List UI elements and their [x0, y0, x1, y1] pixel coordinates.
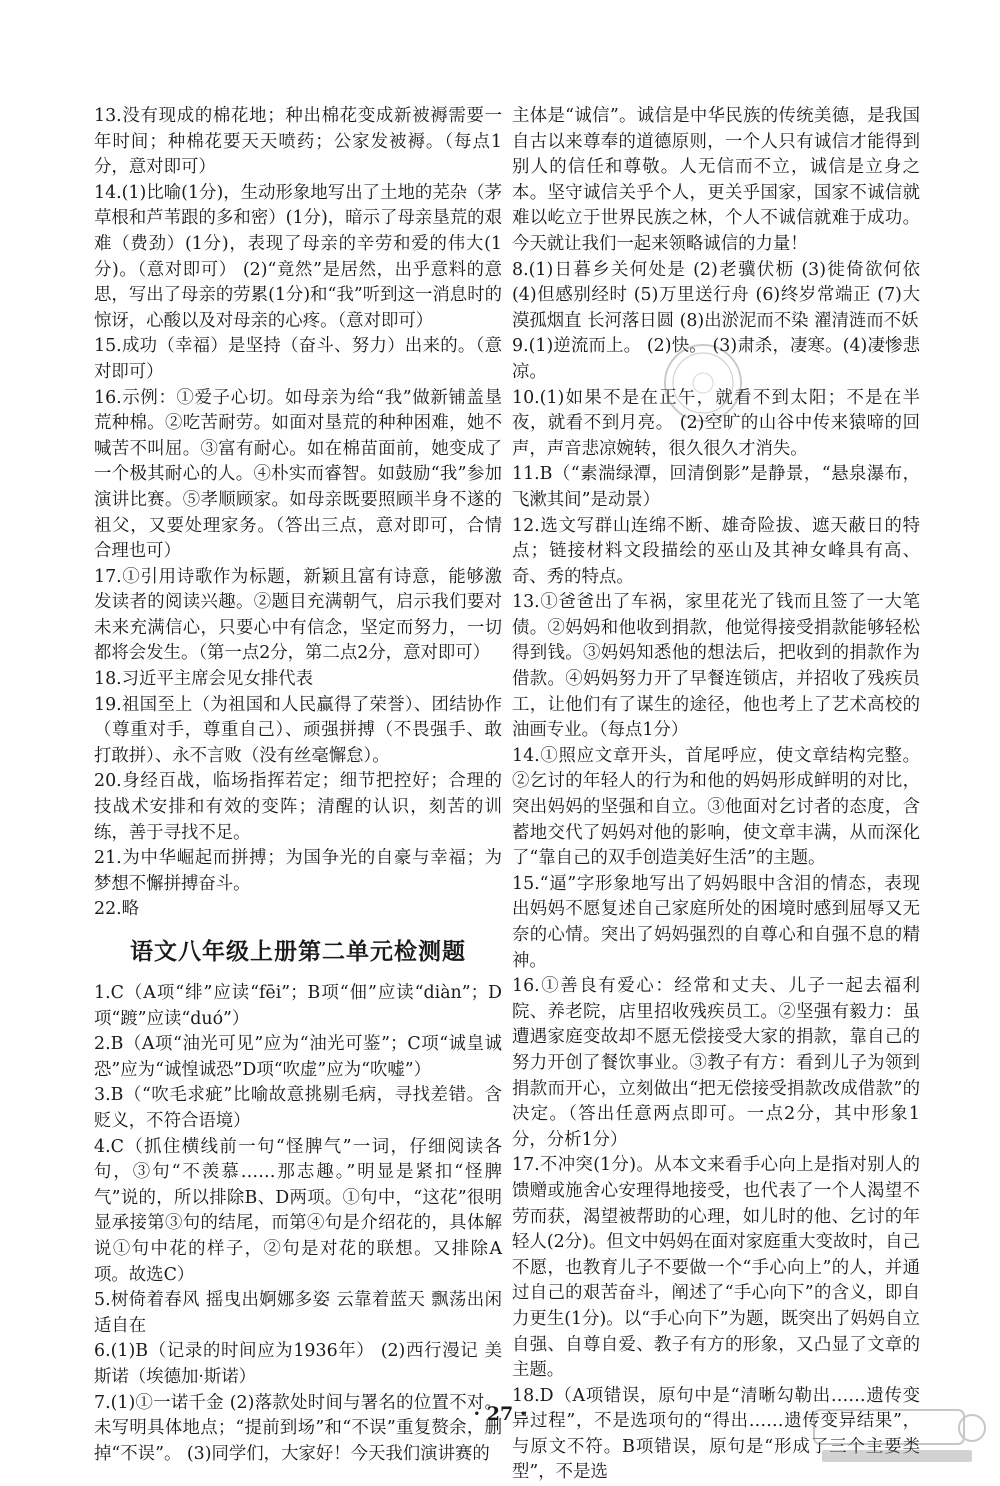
- answer-paragraph: 8.(1)日暮乡关何处是 (2)老骥伏枥 (3)徙倚欲何依 (4)但感别经时 (5)万里送行舟 (6)终岁常端正 (7)大漠孤烟直 长河落日圆 (8)出淤泥而不染 濯清涟而不妖: [512, 259, 920, 331]
- answer-paragraph: 22.略: [94, 899, 140, 920]
- answer-paragraph: 9.(1)逆流而上。 (2)快。 (3)肃杀，凄寒。(4)凄惨悲凉。: [512, 336, 920, 382]
- answer-paragraph: 1.C（A项“绯”应读“fēi”；B项“佃”应读“diàn”；D项“踱”应读“duó”）: [94, 983, 502, 1029]
- answer-paragraph: 主体是“诚信”。诚信是中华民族的传统美德，是我国自古以来尊奉的道德原则，一个人只有诚信才能得到别人的信任和尊敬。人无信而不立，诚信是立身之本。坚守诚信关乎个人，更关乎国家，国家不诚信就难以屹立于世界民族之林，个人不诚信就难于成功。今天就让我们一起来领略诚信的力量！: [512, 106, 920, 254]
- answer-paragraph: 7.(1)①一诺千金 (2)落款处时间与署名的位置不对。未写明具体地点；“提前到场”和“不误”重复赘余，删掉“不误”。 (3)同学们，大家好！今天我们演讲赛的: [94, 1392, 502, 1464]
- left-column: [94, 104, 502, 1467]
- answer-paragraph: 6.(1)B（记录的时间应为1936年） (2)西行漫记 美斯诺（埃德加·斯诺）: [94, 1341, 502, 1387]
- section-title: 语文八年级上册第二单元检测题: [130, 939, 466, 965]
- answer-paragraph: 15.“逼”字形象地写出了妈妈眼中含泪的情态，表现出妈妈不愿复述自己家庭所处的困境时感到屈辱又无奈的心情。突出了妈妈强烈的自尊心和自强不息的精神。: [512, 873, 920, 971]
- answer-paragraph: 17.不冲突(1分)。从本文来看手心向上是指对别人的馈赠或施舍心安理得地接受，也代表了一个人渴望不劳而获，渴望被帮助的心理，如儿时的他、乞讨的年轻人(2分)。但文中妈妈在面对家庭重大变故时，自己不愿，也教育儿子不要做一个“手心向上”的人，并通过自己的艰苦奋斗，阐述了“手心向下”的含义，即自力更生(1分)。以“手心向下”为题，既突出了妈妈自立自强、自尊自爱、教子有方的形象，又凸显了文章的主题。: [512, 1155, 920, 1381]
- answer-paragraph: 12.选文写群山连绵不断、雄奇险拔、遮天蔽日的特点；链接材料文段描绘的巫山及其神女峰具有高、奇、秀的特点。: [512, 515, 920, 587]
- left-answers-before-title: [94, 104, 502, 923]
- answer-paragraph: 19.祖国至上（为祖国和人民赢得了荣誉）、团结协作（尊重对手，尊重自己）、顽强拼搏（不畏强手、敢打敢拼）、永不言败（没有丝毫懈怠）。: [94, 694, 502, 766]
- answer-paragraph: 15.成功（幸福）是坚持（奋斗、努力）出来的。（意对即可）: [94, 336, 502, 382]
- answer-paragraph: 20.身经百战，临场指挥若定；细节把控好；合理的技战术安排和有效的变阵；清醒的认识，刻苦的训练，善于寻找不足。: [94, 771, 502, 843]
- left-answers-after-title: [94, 981, 502, 1467]
- answer-paragraph: 17.①引用诗歌作为标题，新颖且富有诗意，能够激发读者的阅读兴趣。②题目充满朝气，启示我们要对未来充满信心，只要心中有信念，坚定而努力，一切都将会发生。（第一点2分，第二点2分，意对即可）: [94, 566, 502, 664]
- answer-paragraph: 14.①照应文章开头，首尾呼应，使文章结构完整。②乞讨的年轻人的行为和他的妈妈形成鲜明的对比，突出妈妈的坚强和自立。③他面对乞讨者的态度，含蓄地交代了妈妈对他的影响，使文章丰满，从而深化了“靠自己的双手创造美好生活”的主题。: [512, 745, 920, 869]
- answer-paragraph: 10.(1)如果不是在正午，就看不到太阳；不是在半夜，就看不到月亮。 (2)空旷的山谷中传来猿啼的回声，声音悲凉婉转，很久很久才消失。: [512, 387, 920, 459]
- answer-paragraph: 13.没有现成的棉花地；种出棉花变成新被褥需要一年时间；种棉花要天天喷药；公家发被褥。（每点1分，意对即可）: [94, 106, 502, 178]
- answer-paragraph: 18.习近平主席会见女排代表: [94, 669, 313, 690]
- answer-paragraph: 21.为中华崛起而拼搏；为国争光的自豪与幸福；为梦想不懈拼搏奋斗。: [94, 848, 502, 894]
- answer-paragraph: 16.示例：①爱子心切。如母亲为给“我”做新铺盖垦荒种棉。②吃苦耐劳。如面对垦荒的种种困难，她不喊苦不叫屈。③富有耐心。如在棉苗面前，她变成了一个极其耐心的人。④朴实而睿智。如鼓励“我”参加演讲比赛。⑤孝顺顾家。如母亲既要照顾半身不遂的祖父，又要处理家务。（答出三点，意对即可，合情合理也可）: [94, 387, 502, 562]
- answer-paragraph: 13.①爸爸出了车祸，家里花光了钱而且签了一大笔债。②妈妈和他收到捐款，他觉得接受捐款能够轻松得到钱。③妈妈知悉他的想法后，把收到的捐款作为借款。④妈妈努力开了早餐连锁店，并招收了残疾员工，让他们有了谋生的途径，他也考上了艺术高校的油画专业。（每点1分）: [512, 592, 920, 741]
- answer-paragraph: 14.(1)比喻(1分)，生动形象地写出了土地的芜杂（茅草根和芦苇跟的多和密）(1分)，暗示了母亲垦荒的艰难（费劲）(1分)，表现了母亲的辛劳和爱的伟大(1分)。（意对即可） (2)“竟然”是居然，出乎意料的意思，写出了母亲的劳累(1分)和“我”听到这一消息时的惊讶，心酸以及对母亲的心疼。（意对即可）: [94, 182, 502, 331]
- right-column: [512, 104, 920, 1486]
- answer-paragraph: 11.B（“素湍绿潭，回清倒影”是静景，“悬泉瀑布，飞漱其间”是动景）: [512, 464, 920, 510]
- answer-paragraph: 3.B（“吹毛求疵”比喻故意挑剔毛病，寻找差错。含贬义，不符合语境）: [94, 1085, 502, 1131]
- answer-paragraph: 18.D（A项错误，原句中是“清晰勾勒出……遗传变异过程”，不是选项句的“得出……遗传变异结果”，与原文不符。B项错误，原句是“形成了三个主要类型”，不是选: [512, 1385, 920, 1483]
- answer-paragraph: 16.①善良有爱心：经常和丈夫、儿子一起去福利院、养老院，店里招收残疾员工。②坚强有毅力：虽遭遇家庭变故却不愿无偿接受大家的捐款，靠自己的努力开创了餐饮事业。③教子有方：看到儿子为领到捐款而开心，立刻做出“把无偿接受捐款改成借款”的决定。（答出任意两点即可。一点2分，其中形象1分，分析1分）: [512, 976, 920, 1150]
- right-answers: [512, 104, 920, 1486]
- answer-paragraph: 5.树倚着春风 摇曳出婀娜多姿 云靠着蓝天 飘荡出闲适自在: [94, 1290, 502, 1336]
- answer-paragraph: 2.B（A项“油光可见”应为“油光可鉴”；C项“诚皇诚恐”应为“诚惶诚恐”D项“吹虚”应为“吹嘘”）: [94, 1034, 502, 1080]
- page-number: · 27 ·: [473, 1403, 527, 1425]
- answer-paragraph: 4.C（抓住横线前一句“怪脾气”一词，仔细阅读各句，③句“不羡慕……那志趣。”明显是紧扣“怪脾气”说的，所以排除B、D两项。①句中，“这花”很明显承接第③句的结尾，而第④句是介绍花的，具体解说①句中花的样子，②句是对花的联想。又排除A项。故选C）: [94, 1136, 502, 1285]
